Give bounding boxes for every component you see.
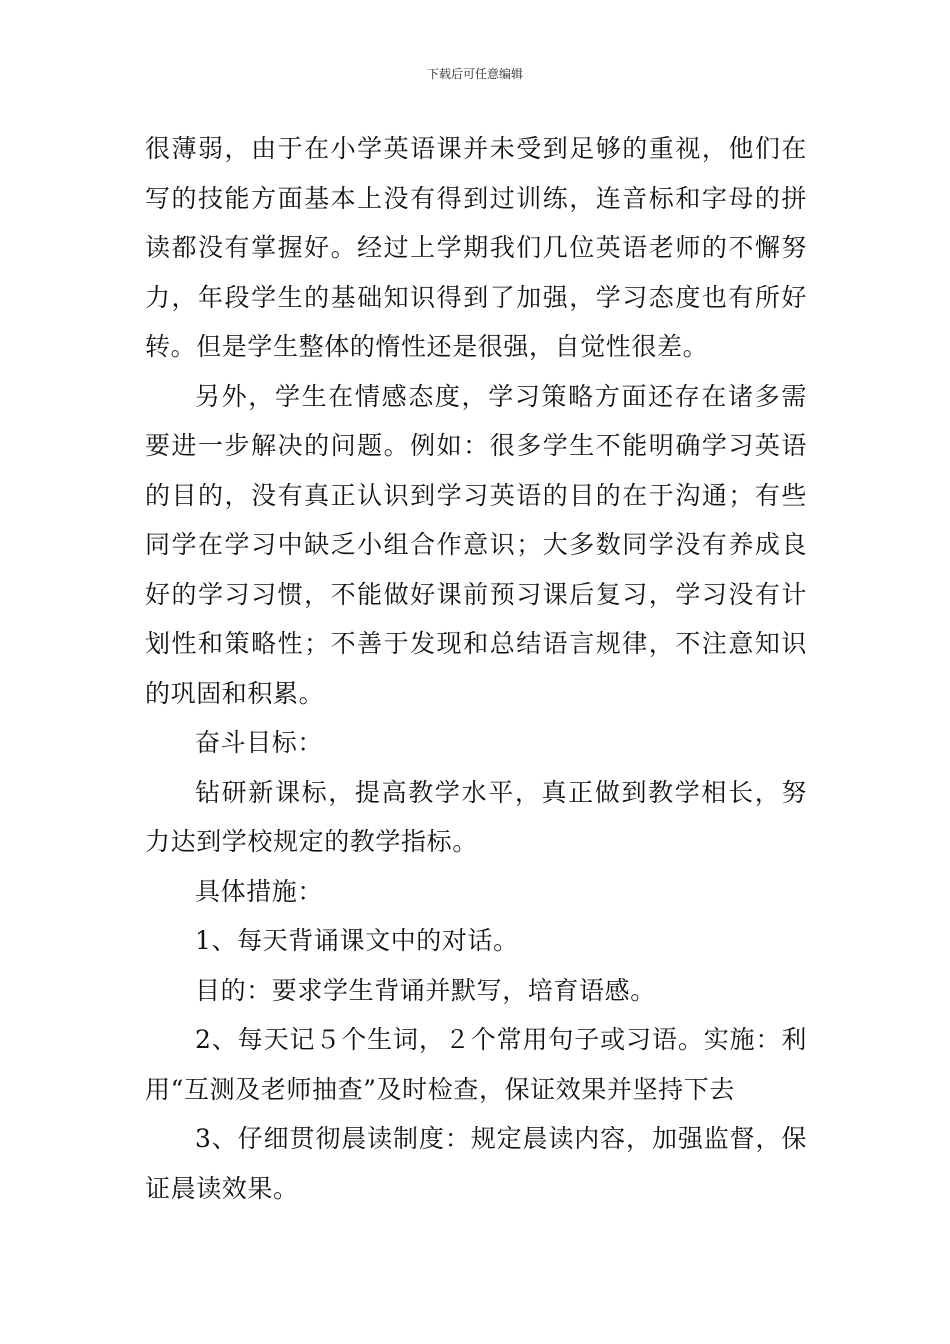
measure-item-1: 1、每天背诵课文中的对话。 [195, 926, 519, 955]
heading-goal: 奋斗目标： [195, 728, 324, 757]
page-header: 下载后可任意编辑 [426, 67, 523, 81]
paragraph-goal: 钻研新课标，提高教学水平，真正做到教学相长，努力达到学校规定的教学指标。 [145, 777, 807, 856]
paragraph-problems: 另外，学生在情感态度，学习策略方面还存在诸多需要进一步解决的问题。例如：很多学生不能明确学习英语的目的，没有真正认识到学习英语的目的在于沟通；有些同学在学习中缺乏小组合作意识；大多数同学没有养成良好的学习习惯，不能做好课前预习课后复习，学习没有计划性和策略性；不善于发现和总结语言规律，不注意知识的巩固和积累。 [145, 381, 807, 708]
measure-item-2: 2、每天记５个生词，２个常用句子或习语。实施：利用“互测及老师抽查”及时检查，保证效果并坚持下去 [145, 1025, 807, 1104]
paragraph-continuation: 很薄弱，由于在小学英语课并未受到足够的重视，他们在写的技能方面基本上没有得到过训练，连音标和字母的拼读都没有掌握好。经过上学期我们几位英语老师的不懈努力，年段学生的基础知识得到了加强，学习态度也有所好转。但是学生整体的惰性还是很强，自觉性很差。 [145, 134, 807, 361]
document-body [145, 124, 807, 1213]
measure-purpose: 目的：要求学生背诵并默写，培育语感。 [195, 975, 656, 1005]
heading-measures: 具体措施： [195, 876, 324, 906]
measure-item-3: 3、仔细贯彻晨读制度：规定晨读内容，加强监督，保证晨读效果。 [145, 1124, 807, 1203]
